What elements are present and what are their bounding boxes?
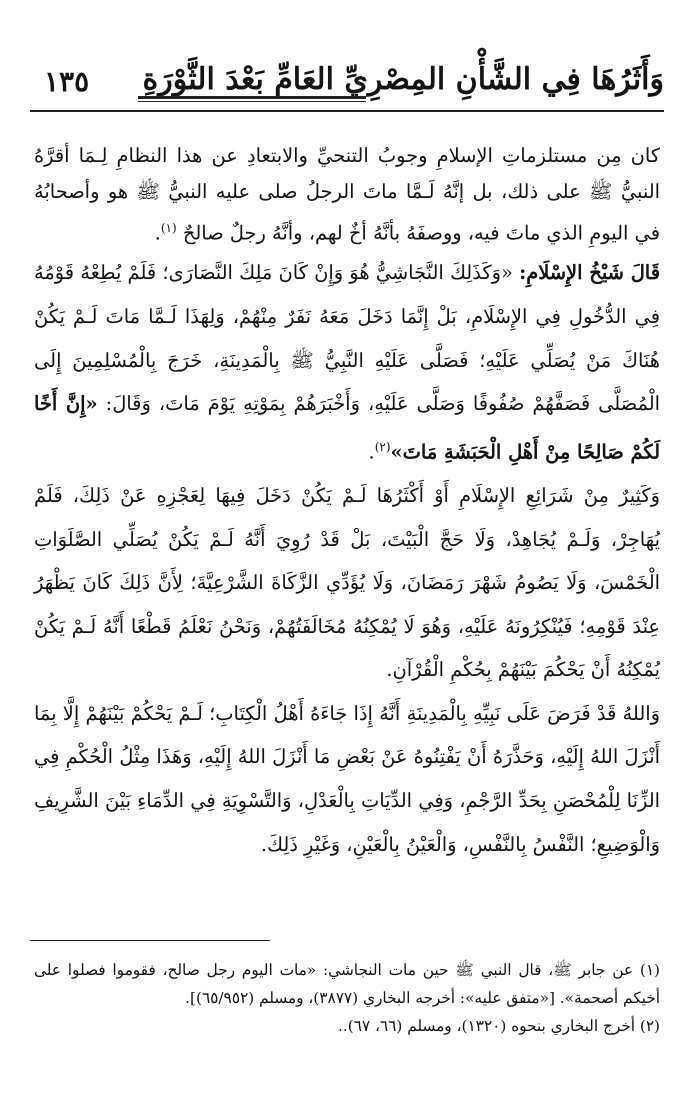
footnote-ref-2: (٢) (374, 439, 391, 454)
page-number: ١٣٥ (44, 65, 90, 98)
header-divider (30, 110, 664, 112)
footnote-1: (١) عن جابر ﷺ، قال النبي ﷺ حين مات النجاشي: «مات اليوم رجل صالح، فقوموا فصلوا على أخيكم أصحمة». [«متفق عليه»: أخرجه البخاري (٣٨٧٧)، ومسلم (٦٥/٩٥٢)]. (34, 961, 660, 1007)
header-ornament-rule (138, 96, 366, 102)
paragraph-text: وَكَثِيرٌ مِنْ شَرَائِعِ الإِسْلَامِ أَوْ أَكْثَرُهَا لَـمْ يَكُنْ دَخَلَ فِيهَا لِعَجْزِهِ عَنْ ذَلِكَ، فَلَمْ يُهَاجِرْ، وَلَـمْ يُجَاهِدْ، وَلَا حَجَّ الْبَيْتَ، بَلْ قَدْ رُوِيَ أَنَّهُ لَـمْ يَكُنْ يُصَلِّي الصَّلَوَاتِ الْخَمْسَ، وَلَا يَصُومُ شَهْرَ رَمَضَانَ، وَلَا يُؤَدِّي الزَّكَاةَ الشَّرْعِيَّةَ؛ لِأَنَّ ذَلِكَ كَانَ يَظْهَرُ عِنْدَ قَوْمِهِ؛ فَيُنْكِرُونَهُ عَلَيْهِ، وَهُوَ لَا يُمْكِنُهُ مُخَالَفَتُهُمْ، وَنَحْنُ نَعْلَمُ قَطْعًا أَنَّهُ لَـمْ يَكُنْ يُمْكِنُهُ أَنْ يَحْكُمَ بَيْنَهُمْ بِحُكْمِ الْقُرْآنِ. (34, 483, 660, 682)
paragraph-3 (34, 474, 660, 692)
running-title: وَأَثَرُهَا فِي الشَّأْنِ المِصْرِيِّ العَامِّ بَعْدَ الثَّوْرَةِ (142, 62, 664, 97)
speaker-label: قَالَ شَيْخُ الإِسْلَامِ: (519, 261, 660, 285)
paragraph-4 (34, 692, 660, 866)
main-text (34, 138, 660, 908)
page-header (30, 58, 664, 118)
paragraph-text: كان مِن مستلزماتِ الإسلامِ وجوبُ التنحيِّ والابتعادِ عن هذا النظامِ لِـمَا أقرَّهُ النبيُّ ﷺ على ذلك، بل إنَّهُ لَـمَّا ماتَ الرجلُ صلى عليه النبيُّ ﷺ هو وأصحابُهُ في اليومِ الذي ماتَ فيه، ووصفَهُ بأنَّهُ أخٌ لهم، وأنَّهُ رجلٌ صالحٌ (34, 144, 660, 245)
paragraph-2 (34, 251, 660, 473)
hadith-quote: «إِنَّ أَخًا لَكُمْ صَالِحًا مِنْ أَهْلِ الْحَبَشَةِ مَاتَ» (34, 392, 660, 464)
footnotes (34, 956, 660, 1040)
paragraph-1: كان مِن مستلزماتِ الإسلامِ وجوبُ التنحيِّ والابتعادِ عن هذا النظامِ لِـمَا أقرَّهُ النبيُّ ﷺ على ذلك، بل إنَّهُ لَـمَّا ماتَ الرجلُ صلى عليه النبيُّ ﷺ هو وأصحابُهُ في اليومِ الذي ماتَ فيه، ووصفَهُ بأنَّهُ أخٌ لهم، وأنَّهُ رجلٌ صالحٌ $^{(١)}$. (34, 144, 660, 245)
footnote-separator (30, 940, 270, 941)
footnote-ref-1: (١) (160, 221, 177, 235)
paragraph-text: «وَكَذَلِكَ النَّجَاشِيُّ هُوَ وَإِنْ كَانَ مَلِكَ النَّصَارَى؛ فَلَمْ يُطِعْهُ قَوْمُهُ فِي الدُّخُولِ فِي الإِسْلَامِ، بَلْ إِنَّمَا دَخَلَ مَعَهُ نَفَرٌ مِنْهُمْ، وَلِهَذَا لَـمَّا مَاتَ لَـمْ يَكُنْ هُنَاكَ مَنْ يُصَلِّي عَلَيْهِ؛ فَصَلَّى عَلَيْهِ النَّبِيُّ ﷺ بِالْمَدِينَةِ، خَرَجَ بِالْمُسْلِمِينَ إِلَى الْمُصَلَّى فَصَفَّهُمْ صُفُوفًا وَصَلَّى عَلَيْهِ، وَأَخْبَرَهُمْ بِمَوْتِهِ يَوْمَ مَاتَ، وَقَالَ: (34, 261, 660, 416)
paragraph-tail: . (368, 440, 375, 464)
paragraph-text: وَاللهُ قَدْ فَرَضَ عَلَى نَبِيِّهِ بِالْمَدِينَةِ أَنَّهُ إِذَا جَاءَهُ أَهْلُ الْكِتَابِ؛ لَـمْ يَحْكُمْ بَيْنَهُمْ إِلَّا بِمَا أَنْزَلَ اللهُ إِلَيْهِ، وَحَذَّرَهُ أَنْ يَفْتِنُوهُ عَنْ بَعْضِ مَا أَنْزَلَ اللهُ إِلَيْهِ، وَهَذَا مِثْلُ الْحُكْمِ فِي الزِّنَا لِلْمُحْصَنِ بِحَدِّ الرَّجْمِ، وَفِي الدِّيَاتِ بِالْعَدْلِ، وَالتَّسْوِيَةِ فِي الدِّمَاءِ بَيْنَ الشَّرِيفِ وَالْوَضِيعِ؛ النَّفْسُ بِالنَّفْسِ، وَالْعَيْنُ بِالْعَيْنِ، وَغَيْرِ ذَلِكَ. (34, 701, 660, 856)
footnote-2: (٢) أخرج البخاري بنحوه (١٣٢٠)، ومسلم (٦٦، ٦٧).. (337, 1017, 660, 1035)
